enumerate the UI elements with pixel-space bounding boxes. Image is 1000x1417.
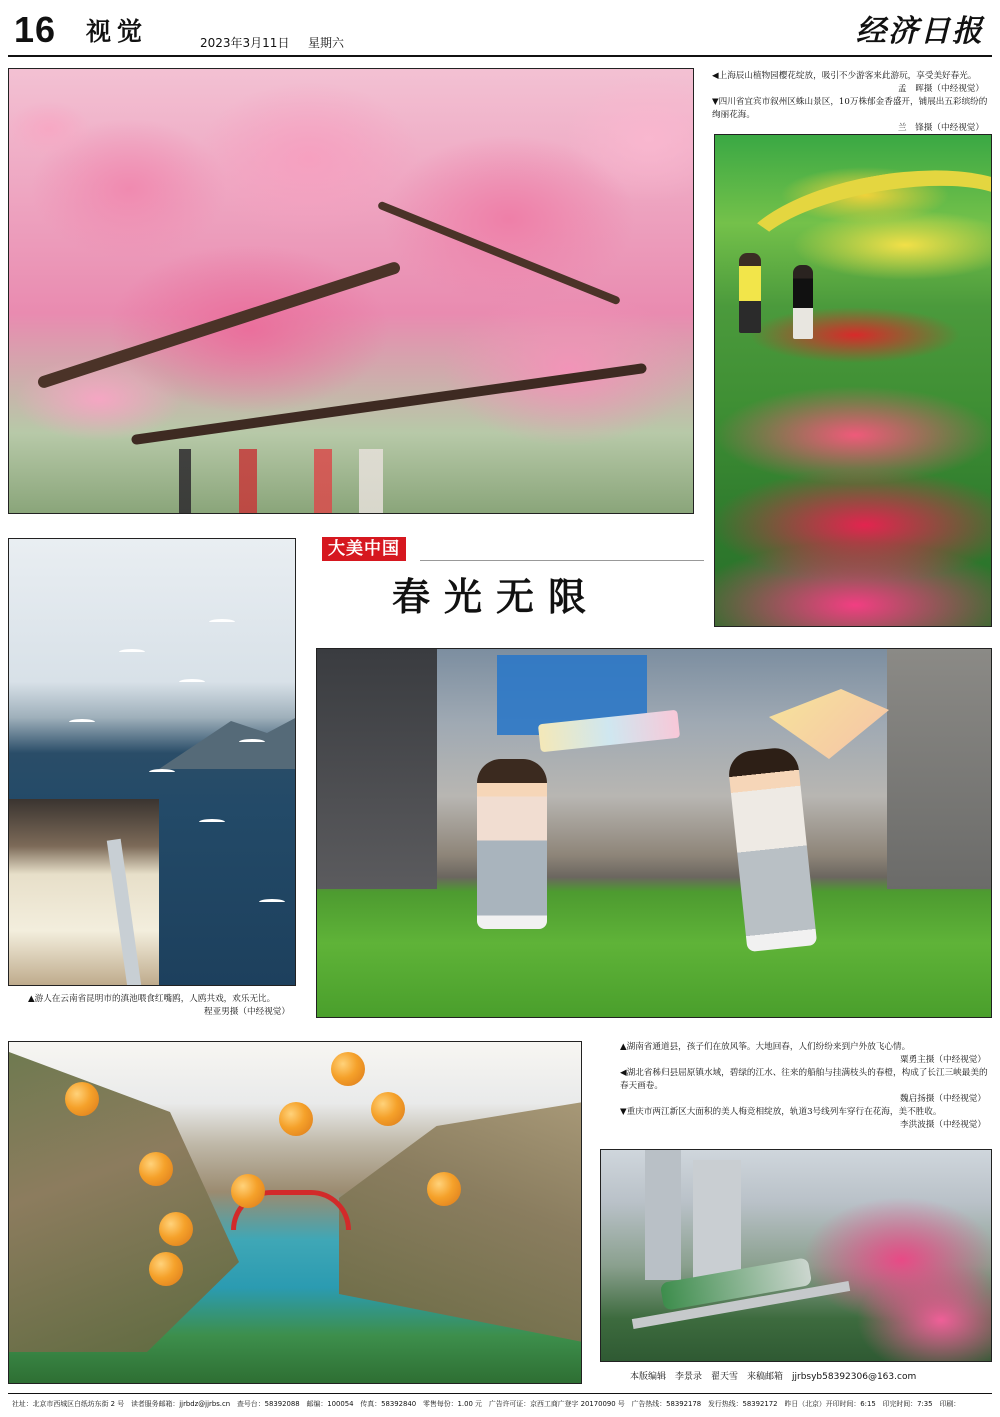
building	[317, 649, 437, 889]
issue-date: 2023年3月11日	[200, 36, 290, 50]
orange-fruit	[159, 1212, 193, 1246]
caption-text: ◀上海辰山植物园樱花绽放，吸引不少游客来此游玩，享受美好春光。	[712, 71, 977, 81]
photo-credit: 李洪波摄（中经视觉）	[900, 1120, 986, 1130]
kite	[769, 689, 889, 759]
column-tag: 大美中国	[322, 537, 406, 561]
issue-weekday: 星期六	[308, 36, 345, 50]
tulip-field-photo	[714, 134, 992, 627]
child-running	[727, 746, 818, 952]
seagull	[199, 819, 225, 825]
seagull	[259, 899, 285, 905]
section-title: 视觉	[86, 17, 149, 46]
caption-text: ▼四川省宜宾市叙州区蛛山景区，10万株郁金香盛开，铺展出五彩缤纷的绚丽花海。	[712, 97, 988, 120]
orange-fruit	[65, 1082, 99, 1116]
photo-credit: 魏启扬摄（中经视觉）	[900, 1094, 986, 1104]
caption-seagull	[28, 993, 298, 1019]
seagull	[119, 649, 145, 655]
caption-text: ◀湖北省秭归县屈原镇水域，碧绿的江水、往来的船舶与挂满枝头的春橙，构成了长江三峡最美的春天画卷。	[620, 1068, 988, 1091]
tree-branch	[131, 363, 647, 445]
header-divider	[8, 55, 992, 57]
editors-line: 本版编辑 李景录 翟天雪 来稿邮箱 jjrbsyb58392306@163.com	[630, 1372, 917, 1382]
orange-fruit	[427, 1172, 461, 1206]
seagull-lake-photo	[8, 538, 296, 986]
cherry-blossom-photo	[8, 68, 694, 514]
orange-river-photo	[8, 1041, 582, 1384]
orange-fruit	[231, 1174, 265, 1208]
high-rise-building	[645, 1150, 681, 1280]
photographer-figure	[793, 265, 813, 339]
tree-branch	[377, 201, 621, 306]
monorail-blossom-photo	[600, 1149, 992, 1362]
child-running	[477, 759, 547, 929]
caption-orange	[620, 1067, 990, 1106]
seagull	[179, 679, 205, 685]
seagull	[239, 739, 265, 745]
caption-text: ▲湖南省通道县，孩子们在放风筝。大地回春，人们纷纷来到户外放飞心情。	[620, 1042, 911, 1052]
orange-fruit	[149, 1252, 183, 1286]
caption-top-right	[712, 70, 990, 135]
seagull	[69, 719, 95, 725]
caption-tulip	[712, 96, 990, 135]
footer-divider	[8, 1393, 992, 1394]
caption-kite	[620, 1041, 990, 1067]
high-rise-building	[693, 1160, 741, 1280]
caption-cherry	[712, 70, 990, 96]
cliff	[9, 1052, 239, 1352]
kite-children-photo	[316, 648, 992, 1018]
photo-credit: 孟 晖摄（中经视觉）	[898, 84, 984, 94]
caption-monorail	[620, 1106, 990, 1132]
page-number: 16	[14, 9, 57, 50]
photo-credit: 兰 锋摄（中经视觉）	[898, 123, 984, 133]
building	[887, 649, 992, 889]
seagull	[149, 769, 175, 775]
orange-fruit	[279, 1102, 313, 1136]
caption-bottom-right	[620, 1041, 990, 1132]
orange-fruit	[331, 1052, 365, 1086]
photo-credit: 程亚男摄（中经视觉）	[204, 1007, 290, 1017]
caption-text: ▲游人在云南省昆明市的滇池喂食红嘴鸥，人鸥共戏，欢乐无比。	[28, 994, 276, 1004]
caption-text: ▼重庆市两江新区大面积的美人梅竞相绽放，轨道3号线列车穿行在花海，美不胜收。	[620, 1107, 942, 1117]
photo-credit: 粟勇主摄（中经视觉）	[900, 1055, 986, 1065]
visitors-group	[149, 449, 449, 514]
orange-fruit	[371, 1092, 405, 1126]
seagull	[209, 619, 235, 625]
cliff	[339, 1102, 582, 1342]
publisher-footer: 社址：北京市西城区白纸坊东街 2 号 读者服务邮箱：jjrbdz@jjrbs.cn 查号台：58392088 邮编：100054 传真：58392840 零售每份：1.00 元 广告许可证：京西工商广登字 20170090 号 广告热线：58392178 发行热线：58392172 昨日（北京）开印时间：6:15 印完时间：7:35 印刷：	[12, 1400, 961, 1408]
tag-divider	[420, 560, 704, 561]
mountain	[159, 709, 296, 769]
photographer-figure	[739, 253, 761, 333]
tree-branch	[36, 261, 401, 390]
orange-fruit	[139, 1152, 173, 1186]
feature-title: 春光无限	[392, 575, 601, 619]
flower-bed-arc	[727, 150, 992, 320]
newspaper-logo: 经济日报	[856, 14, 984, 49]
